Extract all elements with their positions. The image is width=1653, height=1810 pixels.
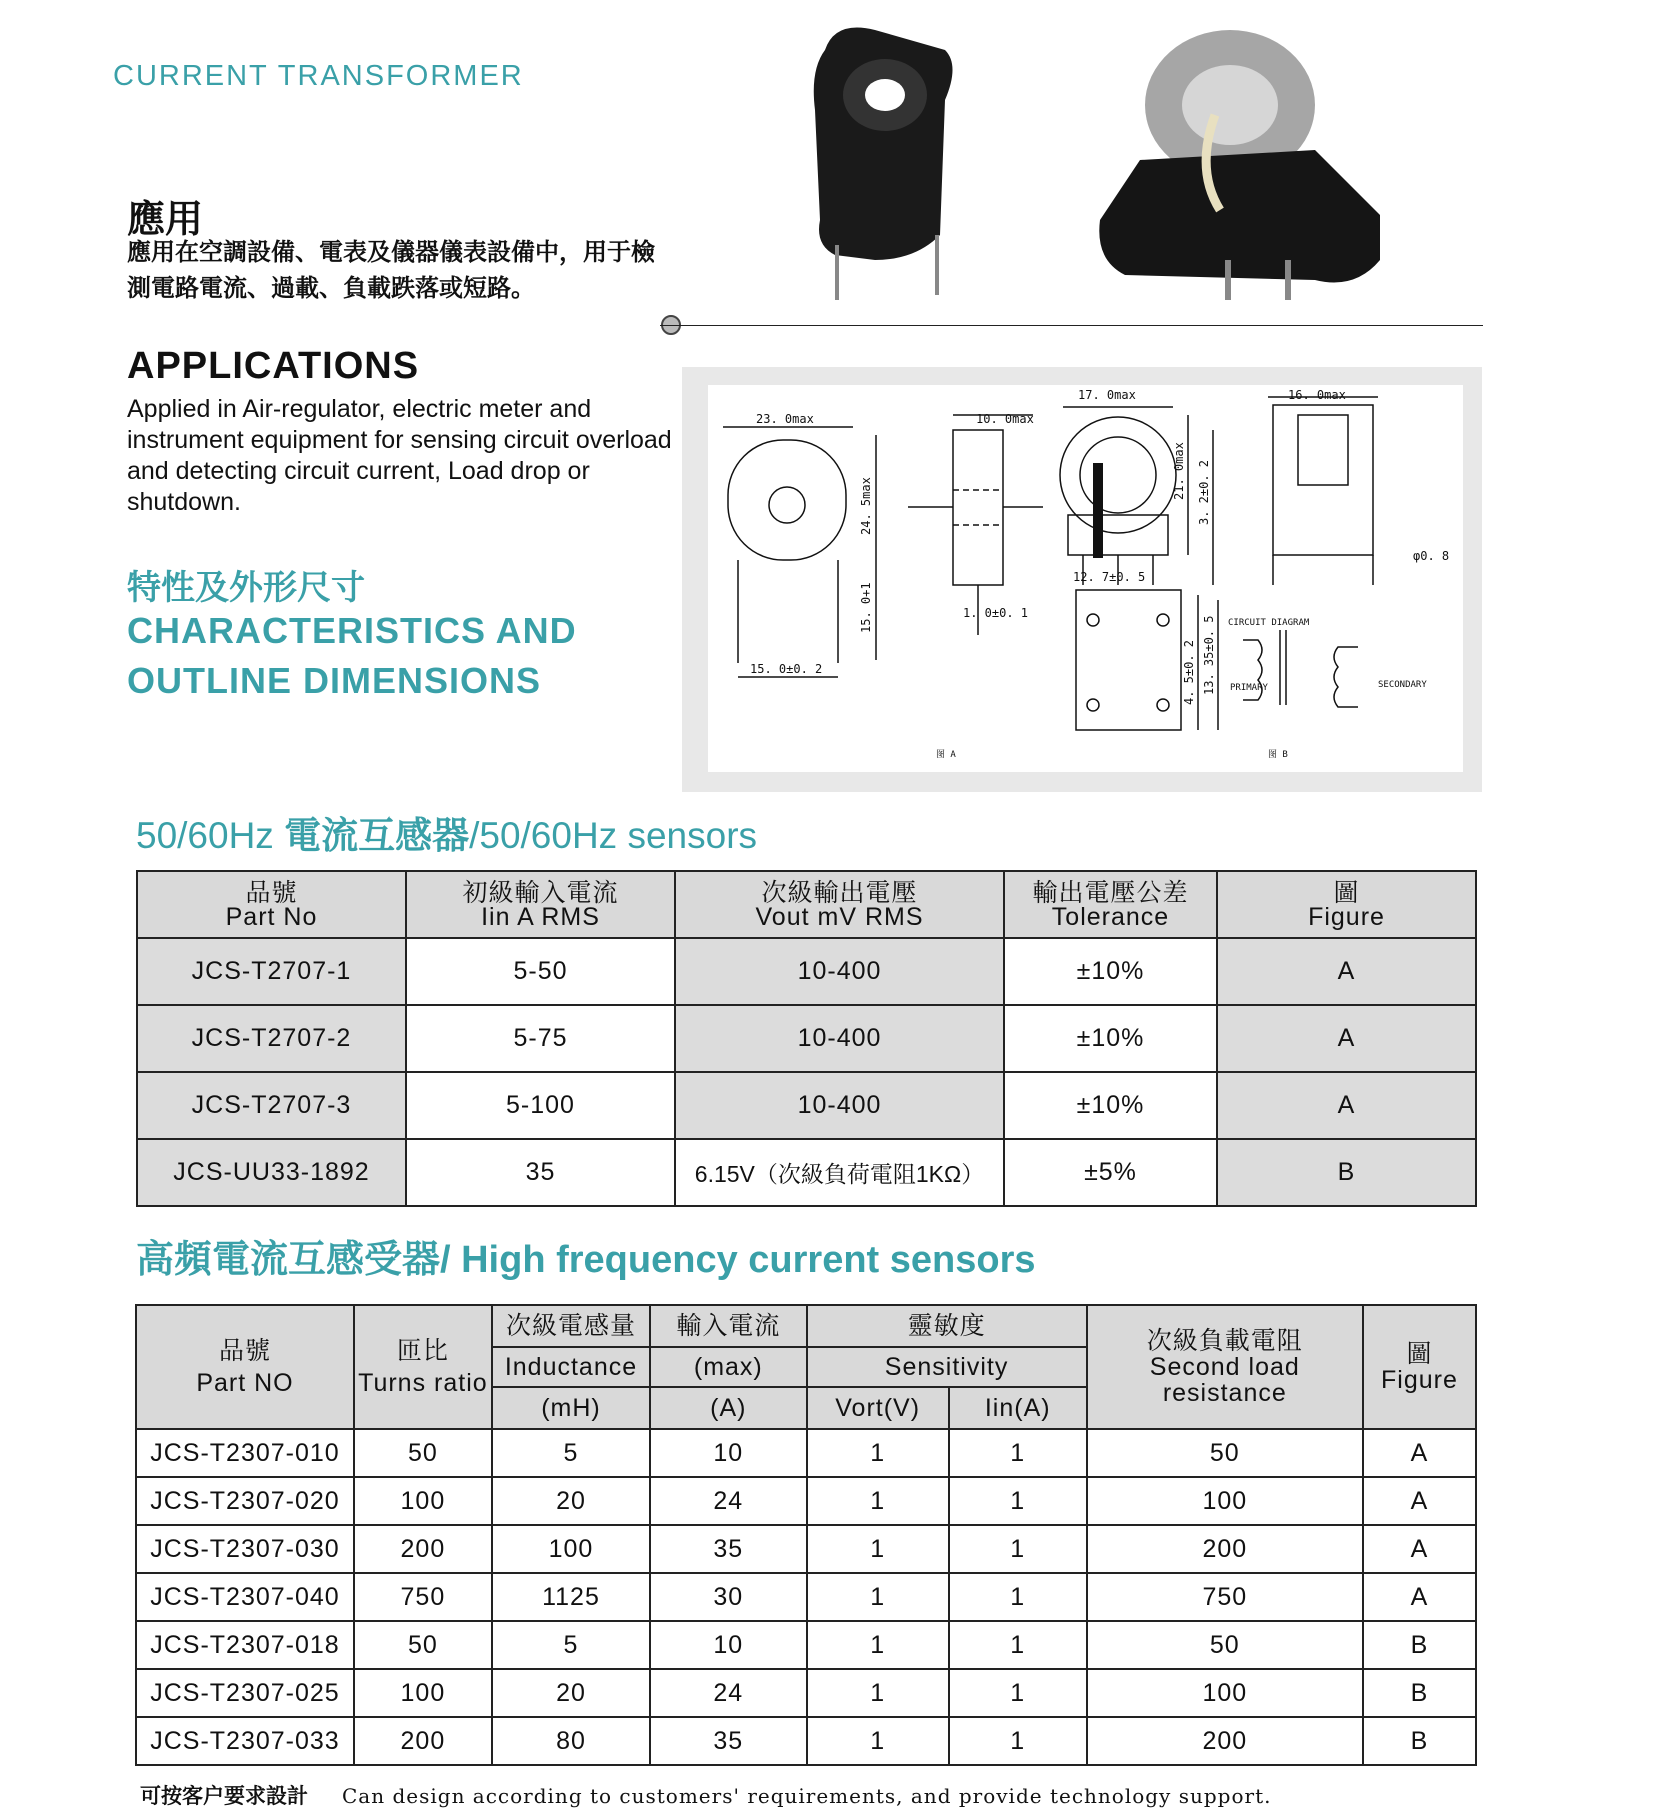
col-sensitivity-zh: 靈敏度: [807, 1305, 1087, 1347]
table-row: [136, 1429, 1476, 1477]
dim-127: 12. 7±0. 5: [1073, 570, 1146, 584]
header-en: Turns ratio: [358, 1369, 488, 1397]
section1-title: [136, 805, 757, 859]
table-header-row: [137, 871, 1476, 938]
cell-iin: 5-50: [406, 938, 675, 1005]
header-zh: 品號: [245, 878, 298, 907]
fig-b-side-body: [1273, 405, 1373, 555]
table-body: [136, 1429, 1476, 1765]
divider-line: [660, 325, 1483, 326]
cell-inductance: 5: [492, 1621, 650, 1669]
col-part-no: [136, 1305, 354, 1429]
cell-iin: 1: [949, 1525, 1087, 1573]
product-photo-a: [814, 28, 953, 301]
cell-current: 35: [650, 1717, 806, 1765]
cell-load-resistance: 750: [1087, 1573, 1363, 1621]
cell-iin: 1: [949, 1573, 1087, 1621]
header-zh: 輸出電壓公差: [1032, 878, 1189, 907]
cell-iin: 1: [949, 1669, 1087, 1717]
section2-title: 高頻電流互感受器/ High frequency current sensors: [136, 1239, 1036, 1281]
col-load-resistance: [1087, 1305, 1363, 1429]
header-en: Tolerance: [1051, 902, 1170, 931]
table-row: [136, 1477, 1476, 1525]
header-en: resistance: [1162, 1379, 1287, 1407]
cell-turns-ratio: 200: [354, 1525, 492, 1573]
characteristics-zh: 特性及外形尺寸: [127, 569, 365, 607]
cell-iin: 5-75: [406, 1005, 675, 1072]
cell-vort: 1: [807, 1669, 949, 1717]
circuit-diagram-label: CIRCUIT DIAGRAM: [1228, 618, 1310, 628]
cell-vout: 10-400: [675, 1072, 1004, 1139]
dim-15: 15. 0+1: [859, 582, 873, 633]
col-current-zh: 輸入電流: [650, 1305, 806, 1347]
dim-1335: 13. 35±0. 5: [1202, 615, 1216, 695]
dim-1: 1. 0±0. 1: [963, 606, 1029, 620]
col-current-en: (max): [650, 1347, 806, 1387]
cell-iin: 1: [949, 1621, 1087, 1669]
fig-a-core-hole: [769, 487, 805, 523]
cell-iin: 1: [949, 1477, 1087, 1525]
cell-vout: 6.15V（次級負荷電阻1KΩ）: [675, 1139, 1004, 1206]
header-en: Part NO: [196, 1369, 294, 1397]
cell-part-no: JCS-T2307-010: [136, 1429, 354, 1477]
header-en: Vout mV RMS: [755, 902, 924, 931]
cell-current: 35: [650, 1525, 806, 1573]
characteristics-en-line2: OUTLINE DIMENSIONS: [127, 660, 542, 701]
outline-drawing: [708, 385, 1463, 772]
cell-figure: A: [1217, 1005, 1476, 1072]
col-vout: [675, 871, 1004, 938]
footer-en: Can design according to customers' requirements, and provide technology support.: [342, 1784, 1272, 1808]
table-row: [137, 938, 1476, 1005]
cell-figure: A: [1363, 1573, 1476, 1621]
col-figure: [1217, 871, 1476, 938]
cell-tolerance: ±10%: [1004, 1072, 1217, 1139]
cell-part-no: JCS-UU33-1892: [137, 1139, 406, 1206]
cell-turns-ratio: 750: [354, 1573, 492, 1621]
cell-load-resistance: 50: [1087, 1621, 1363, 1669]
cell-part-no: JCS-T2307-020: [136, 1477, 354, 1525]
cell-tolerance: ±5%: [1004, 1139, 1217, 1206]
cell-figure: B: [1363, 1669, 1476, 1717]
cell-part-no: JCS-T2307-040: [136, 1573, 354, 1621]
cell-load-resistance: 100: [1087, 1477, 1363, 1525]
cell-load-resistance: 100: [1087, 1669, 1363, 1717]
cell-inductance: 80: [492, 1717, 650, 1765]
cell-turns-ratio: 100: [354, 1477, 492, 1525]
cell-figure: B: [1217, 1139, 1476, 1206]
dim-245: 24. 5max: [859, 477, 873, 535]
cell-part-no: JCS-T2707-2: [137, 1005, 406, 1072]
section1-title-zh: 電流互感器: [284, 815, 470, 856]
brand-title: CURRENT TRANSFORMER: [113, 60, 524, 92]
cell-vort: 1: [807, 1573, 949, 1621]
table-row: [136, 1573, 1476, 1621]
header-zh: 初級輸入電流: [462, 878, 619, 907]
table-row: [137, 1139, 1476, 1206]
dim-21: 21. 0max: [1172, 442, 1186, 500]
header-zh: 次級輸出電壓: [761, 878, 918, 907]
dim-10: 10. 0max: [976, 412, 1034, 426]
fig-b-bottom-view: [1076, 590, 1181, 730]
col-inductance-zh: 次級電感量: [492, 1305, 650, 1347]
footer-zh: 可按客户要求設計: [140, 1785, 308, 1808]
col-tolerance: [1004, 871, 1217, 938]
col-inductance-unit: (mH): [492, 1387, 650, 1429]
cell-iin: 1: [949, 1717, 1087, 1765]
cell-figure: A: [1217, 1072, 1476, 1139]
cell-current: 10: [650, 1429, 806, 1477]
cell-vout: 10-400: [675, 938, 1004, 1005]
header-zh: 匝比: [396, 1337, 449, 1365]
cell-iin: 1: [949, 1429, 1087, 1477]
primary-label: PRIMARY: [1230, 683, 1268, 693]
col-sensitivity-en: Sensitivity: [807, 1347, 1087, 1387]
cell-figure: A: [1363, 1525, 1476, 1573]
table-row: [136, 1525, 1476, 1573]
header-en: Part No: [225, 902, 318, 931]
header-en: Iin A RMS: [481, 902, 600, 931]
fig-b-label: 图 B: [1268, 750, 1288, 760]
cell-iin: 35: [406, 1139, 675, 1206]
cell-inductance: 100: [492, 1525, 650, 1573]
cell-turns-ratio: 50: [354, 1429, 492, 1477]
cell-turns-ratio: 200: [354, 1717, 492, 1765]
cell-figure: A: [1363, 1429, 1476, 1477]
dim-45: 4. 5±0. 2: [1182, 639, 1196, 705]
sensors-50-60hz-table: [136, 870, 1477, 1207]
fig-b-wire: [1093, 463, 1103, 558]
cell-load-resistance: 200: [1087, 1525, 1363, 1573]
cell-current: 24: [650, 1477, 806, 1525]
cell-part-no: JCS-T2307-033: [136, 1717, 354, 1765]
high-frequency-sensors-table: [135, 1304, 1477, 1766]
cell-part-no: JCS-T2307-030: [136, 1525, 354, 1573]
cell-inductance: 20: [492, 1669, 650, 1717]
cell-figure: A: [1363, 1477, 1476, 1525]
cell-part-no: JCS-T2707-1: [137, 938, 406, 1005]
col-figure: [1363, 1305, 1476, 1429]
applications-en-heading: APPLICATIONS: [127, 345, 420, 387]
col-iin: [406, 871, 675, 938]
section1-title-post: /50/60Hz sensors: [469, 815, 758, 856]
cell-inductance: 5: [492, 1429, 650, 1477]
cell-vort: 1: [807, 1429, 949, 1477]
fig-a-side-body: [953, 430, 1003, 585]
applications-en-text: Applied in Air-regulator, electric meter and instrument equipment for sensing circuit overload and detecting circuit current, Load drop or shutdown.: [127, 395, 672, 516]
col-iin: Iin(A): [949, 1387, 1087, 1429]
col-turns-ratio: [354, 1305, 492, 1429]
cell-turns-ratio: 50: [354, 1621, 492, 1669]
dim-16: 16. 0max: [1288, 388, 1346, 402]
cell-load-resistance: 200: [1087, 1717, 1363, 1765]
cell-part-no: JCS-T2307-025: [136, 1669, 354, 1717]
col-part-no: [137, 871, 406, 938]
cell-inductance: 20: [492, 1477, 650, 1525]
table-row: [137, 1072, 1476, 1139]
col-current-unit: (A): [650, 1387, 806, 1429]
fig-a-front-body: [728, 440, 846, 560]
cell-vout: 10-400: [675, 1005, 1004, 1072]
table-row: [136, 1669, 1476, 1717]
fig-a-label: 图 A: [936, 750, 956, 760]
cell-turns-ratio: 100: [354, 1669, 492, 1717]
dim-17: 17. 0max: [1078, 388, 1136, 402]
product-photos: [795, 20, 1415, 305]
dim-15b: 15. 0±0. 2: [750, 662, 823, 676]
dim-32: 3. 2±0. 2: [1197, 459, 1211, 525]
secondary-coil: [1334, 647, 1358, 707]
applications-zh-text: 應用在空調設備、電表及儀器儀表設備中，用于檢測電路電流、過載、負載跌落或短路。: [127, 239, 655, 302]
header-zh: 圖: [1406, 1340, 1433, 1368]
applications-zh-heading: 應用: [127, 199, 204, 241]
characteristics-en-line1: CHARACTERISTICS AND: [127, 610, 577, 651]
characteristics-en: [127, 606, 577, 706]
cell-current: 10: [650, 1621, 806, 1669]
section1-title-pre: 50/60Hz: [136, 815, 285, 856]
header-zh: 次級負載電阻: [1146, 1327, 1303, 1355]
col-inductance-en: Inductance: [492, 1347, 650, 1387]
cell-vort: 1: [807, 1621, 949, 1669]
table-header-row: [136, 1305, 1476, 1347]
cell-load-resistance: 50: [1087, 1429, 1363, 1477]
cell-vort: 1: [807, 1525, 949, 1573]
cell-vort: 1: [807, 1717, 949, 1765]
cell-figure: A: [1217, 938, 1476, 1005]
cell-figure: B: [1363, 1717, 1476, 1765]
cell-vort: 1: [807, 1477, 949, 1525]
header-en: Figure: [1381, 1366, 1458, 1394]
product-photo-b: [1099, 30, 1380, 300]
col-vort: Vort(V): [807, 1387, 949, 1429]
header-en: Second load: [1149, 1353, 1300, 1381]
cell-part-no: JCS-T2307-018: [136, 1621, 354, 1669]
header-zh: 品號: [218, 1337, 271, 1365]
dim-phi: φ0. 8: [1413, 549, 1450, 563]
secondary-label: SECONDARY: [1378, 680, 1427, 690]
header-en: Figure: [1308, 902, 1385, 931]
table-row: [136, 1717, 1476, 1765]
cell-figure: B: [1363, 1621, 1476, 1669]
table-row: [137, 1005, 1476, 1072]
cell-current: 24: [650, 1669, 806, 1717]
cell-tolerance: ±10%: [1004, 1005, 1217, 1072]
cell-part-no: JCS-T2707-3: [137, 1072, 406, 1139]
cell-iin: 5-100: [406, 1072, 675, 1139]
table-row: [136, 1621, 1476, 1669]
cell-tolerance: ±10%: [1004, 938, 1217, 1005]
cell-current: 30: [650, 1573, 806, 1621]
dim-23: 23. 0max: [756, 412, 814, 426]
cell-inductance: 1125: [492, 1573, 650, 1621]
header-zh: 圖: [1333, 878, 1360, 907]
